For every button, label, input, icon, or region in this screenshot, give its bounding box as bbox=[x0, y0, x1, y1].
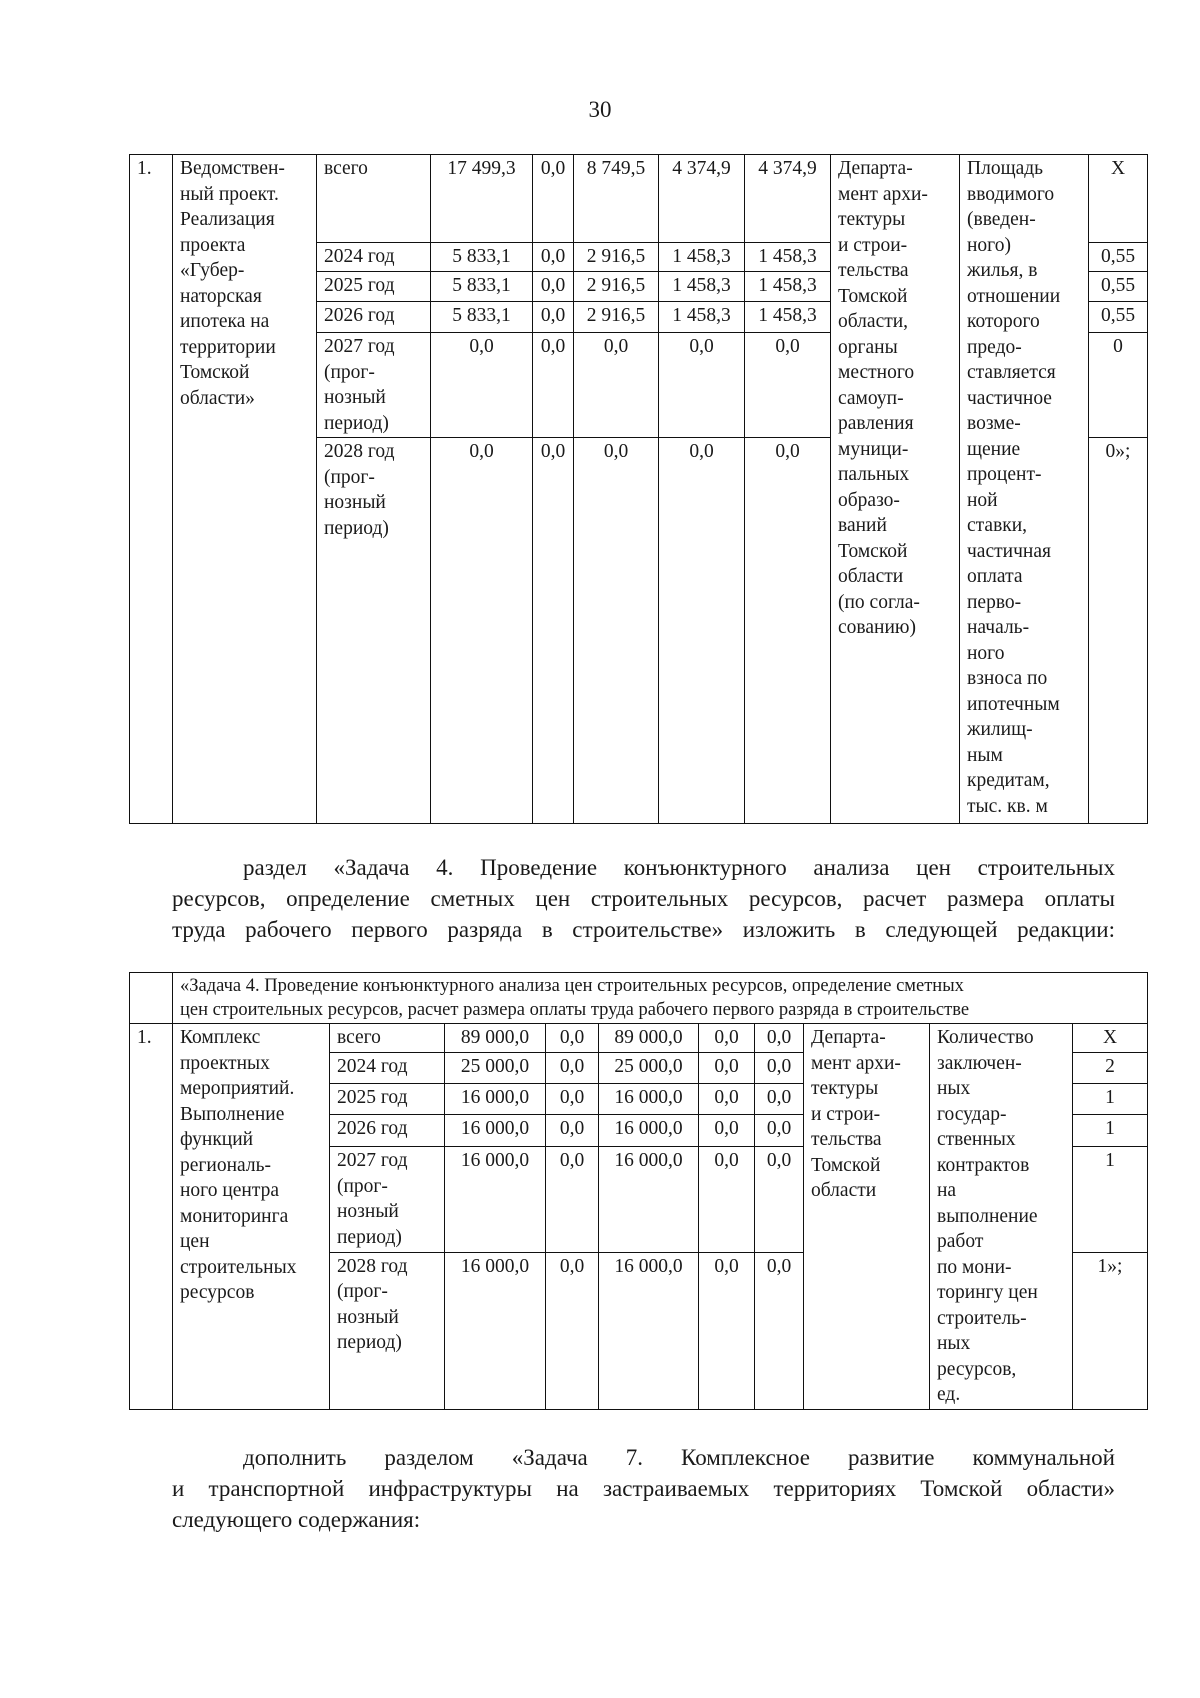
value-total: 17 499,3 bbox=[431, 155, 533, 243]
cell-line: области bbox=[811, 1180, 877, 1201]
indicator-value: 0,55 bbox=[1089, 302, 1148, 333]
task-header bbox=[173, 973, 1148, 1024]
value-federal: 0,0 bbox=[533, 272, 574, 302]
cell-line: (прог- bbox=[337, 1175, 388, 1197]
value-regional: 89 000,0 bbox=[599, 1024, 699, 1053]
cell-line: 2024 год bbox=[324, 246, 395, 267]
cell-line: ресурсов, bbox=[937, 1358, 1017, 1380]
cell-line: которого bbox=[967, 311, 1040, 332]
cell-line: 2025 год bbox=[337, 1087, 408, 1109]
cell-line: ным bbox=[967, 744, 1003, 766]
cell-line: (прог- bbox=[324, 361, 375, 383]
executor bbox=[804, 1024, 930, 1410]
cell-line: Ведомствен- bbox=[180, 158, 285, 179]
cell-line: перво- bbox=[967, 591, 1022, 613]
indicator-value: 0 bbox=[1089, 333, 1148, 438]
empty-cell bbox=[130, 973, 173, 1024]
project-name bbox=[173, 1024, 330, 1410]
indicator-value: 0»; bbox=[1089, 438, 1148, 824]
table-row bbox=[130, 155, 1148, 243]
cell-line: на bbox=[937, 1180, 957, 1201]
cell-line: торингу цен bbox=[937, 1282, 1038, 1303]
value-local: 1 458,3 bbox=[659, 302, 745, 333]
cell-line: Количество bbox=[937, 1027, 1034, 1048]
value-federal: 0,0 bbox=[546, 1084, 599, 1115]
cell-line: период) bbox=[337, 1332, 402, 1354]
cell-line: началь- bbox=[967, 617, 1030, 638]
cell-line: 2025 год bbox=[324, 275, 395, 296]
cell-line: мент архи- bbox=[811, 1052, 901, 1074]
cell-line: жилья, в bbox=[967, 260, 1038, 281]
cell-line: кредитам, bbox=[967, 770, 1050, 791]
value-total: 0,0 bbox=[431, 333, 533, 438]
cell-line: строительных bbox=[180, 1256, 297, 1278]
value-federal: 0,0 bbox=[533, 243, 574, 272]
value-other: 0,0 bbox=[755, 1147, 804, 1252]
paragraph-line: и транспортной инфраструктуры на застраиваемых территориях Томской области» bbox=[172, 1476, 1115, 1501]
value-federal: 0,0 bbox=[533, 438, 574, 824]
value-federal: 0,0 bbox=[546, 1115, 599, 1147]
cell-line: пальных bbox=[838, 464, 910, 485]
value-regional: 16 000,0 bbox=[599, 1084, 699, 1115]
cell-line: проектных bbox=[180, 1052, 270, 1074]
cell-line: тектуры bbox=[811, 1078, 879, 1099]
cell-line: нозный bbox=[324, 387, 386, 408]
cell-line: частичное bbox=[967, 387, 1052, 409]
cell-line: ед. bbox=[937, 1384, 961, 1405]
cell-line: ставляется bbox=[967, 362, 1056, 383]
period-label bbox=[330, 1115, 445, 1147]
value-regional: 2 916,5 bbox=[574, 243, 659, 272]
cell-line: предо- bbox=[967, 336, 1022, 358]
period-label bbox=[330, 1147, 445, 1252]
cell-line: жилищ- bbox=[967, 719, 1033, 740]
paragraph-line: раздел «Задача 4. Проведение конъюнктурного анализа цен строительных bbox=[243, 855, 1115, 880]
cell-line: Выполнение bbox=[180, 1103, 285, 1125]
cell-line: «Губер- bbox=[180, 260, 245, 281]
project-name bbox=[173, 155, 317, 824]
cell-line: ипотечным bbox=[967, 693, 1060, 715]
cell-line: всего bbox=[337, 1027, 381, 1048]
value-total: 16 000,0 bbox=[445, 1115, 546, 1147]
value-federal: 0,0 bbox=[546, 1252, 599, 1409]
cell-line: процент- bbox=[967, 464, 1042, 485]
cell-line: 2027 год bbox=[324, 336, 395, 357]
value-federal: 0,0 bbox=[533, 155, 574, 243]
value-other: 1 458,3 bbox=[745, 302, 831, 333]
period-label bbox=[317, 155, 431, 243]
cell-line: Комплекс bbox=[180, 1027, 261, 1048]
value-local: 0,0 bbox=[699, 1084, 755, 1115]
row-number: 1. bbox=[130, 1024, 173, 1410]
value-local: 1 458,3 bbox=[659, 272, 745, 302]
cell-line: и строи- bbox=[838, 234, 908, 256]
cell-line: мент архи- bbox=[838, 183, 928, 205]
cell-line: местного bbox=[838, 362, 915, 383]
cell-line: Департа- bbox=[811, 1027, 886, 1048]
indicator-value: 0,55 bbox=[1089, 243, 1148, 272]
cell-line: 2028 год bbox=[324, 441, 395, 462]
value-total: 0,0 bbox=[431, 438, 533, 824]
cell-line: тельства bbox=[811, 1129, 882, 1150]
paragraph-line: следующего содержания: bbox=[172, 1507, 421, 1532]
period-label bbox=[330, 1053, 445, 1084]
cell-line: нозный bbox=[337, 1201, 399, 1223]
cell-line: нозный bbox=[324, 492, 386, 513]
table-task-4 bbox=[129, 972, 1148, 1410]
cell-line: Департа- bbox=[838, 158, 913, 179]
indicator-value: 2 bbox=[1073, 1053, 1148, 1084]
cell-line: региональ- bbox=[180, 1154, 271, 1176]
cell-line: ипотека на bbox=[180, 311, 270, 332]
cell-line: по мони- bbox=[937, 1256, 1012, 1278]
value-total: 25 000,0 bbox=[445, 1053, 546, 1084]
cell-line: ных bbox=[937, 1333, 971, 1354]
cell-line: ресурсов bbox=[180, 1282, 255, 1303]
value-local: 1 458,3 bbox=[659, 243, 745, 272]
value-other: 0,0 bbox=[755, 1115, 804, 1147]
value-total: 89 000,0 bbox=[445, 1024, 546, 1053]
value-other: 1 458,3 bbox=[745, 243, 831, 272]
cell-line: и строи- bbox=[811, 1103, 881, 1125]
cell-line: Площадь bbox=[967, 158, 1044, 179]
period-label bbox=[317, 333, 431, 438]
cell-line: взноса по bbox=[967, 668, 1048, 689]
period-label bbox=[317, 243, 431, 272]
cell-line: цен bbox=[180, 1231, 210, 1252]
cell-line: муници- bbox=[838, 438, 909, 460]
value-regional: 0,0 bbox=[574, 333, 659, 438]
indicator-value: Х bbox=[1073, 1024, 1148, 1053]
cell-line: период) bbox=[324, 517, 389, 539]
cell-line: (прог- bbox=[324, 466, 375, 488]
cell-line: возме- bbox=[967, 413, 1021, 434]
period-label bbox=[317, 302, 431, 333]
period-label bbox=[317, 438, 431, 824]
value-regional: 16 000,0 bbox=[599, 1252, 699, 1409]
cell-line: тектуры bbox=[838, 209, 906, 230]
value-total: 5 833,1 bbox=[431, 243, 533, 272]
cell-line: всего bbox=[324, 158, 368, 179]
cell-line: (введен- bbox=[967, 209, 1036, 230]
paragraph-line: ресурсов, определение сметных цен строительных ресурсов, расчет размера оплаты bbox=[172, 886, 1115, 911]
cell-line: цен строительных ресурсов, расчет размера оплаты труда рабочего первого разряда в строительстве bbox=[180, 1000, 970, 1020]
cell-line: ного) bbox=[967, 234, 1011, 256]
table-gubernatorskaya-ipoteka bbox=[129, 154, 1148, 824]
task-header-row bbox=[130, 973, 1148, 1024]
value-local: 0,0 bbox=[699, 1053, 755, 1084]
cell-line: период) bbox=[324, 412, 389, 434]
value-other: 0,0 bbox=[755, 1084, 804, 1115]
cell-line: мониторинга bbox=[180, 1205, 289, 1227]
value-local: 0,0 bbox=[659, 333, 745, 438]
cell-line: Томской bbox=[838, 285, 908, 307]
value-federal: 0,0 bbox=[533, 302, 574, 333]
cell-line: контрактов bbox=[937, 1154, 1030, 1176]
value-other: 1 458,3 bbox=[745, 272, 831, 302]
period-label bbox=[330, 1084, 445, 1115]
cell-line: (прог- bbox=[337, 1281, 388, 1303]
value-regional: 16 000,0 bbox=[599, 1115, 699, 1147]
cell-line: ваний bbox=[838, 515, 887, 536]
value-total: 5 833,1 bbox=[431, 272, 533, 302]
paragraph-section-4 bbox=[172, 852, 1115, 945]
cell-line: Томской bbox=[180, 362, 250, 383]
indicator-value: Х bbox=[1089, 155, 1148, 243]
cell-line: органы bbox=[838, 336, 898, 358]
cell-line: наторская bbox=[180, 285, 262, 307]
cell-line: функций bbox=[180, 1129, 254, 1150]
cell-line: 2026 год bbox=[337, 1118, 408, 1140]
indicator-value: 1 bbox=[1073, 1084, 1148, 1115]
paragraph-section-7 bbox=[172, 1442, 1115, 1535]
indicator-name bbox=[930, 1024, 1073, 1410]
value-other: 0,0 bbox=[745, 438, 831, 824]
cell-line: отношении bbox=[967, 285, 1061, 307]
cell-line: 2026 год bbox=[324, 305, 395, 326]
cell-line: тельства bbox=[838, 260, 909, 281]
cell-line: период) bbox=[337, 1226, 402, 1248]
period-label bbox=[330, 1252, 445, 1409]
cell-line: Реализация bbox=[180, 209, 275, 230]
period-label bbox=[317, 272, 431, 302]
cell-line: Томской bbox=[838, 540, 908, 562]
value-local: 0,0 bbox=[699, 1024, 755, 1053]
value-total: 16 000,0 bbox=[445, 1252, 546, 1409]
cell-line: частичная bbox=[967, 540, 1051, 562]
value-other: 0,0 bbox=[755, 1252, 804, 1409]
cell-line: тыс. кв. м bbox=[967, 795, 1048, 817]
paragraph-line: дополнить разделом «Задача 7. Комплексное развитие коммунальной bbox=[243, 1445, 1115, 1470]
cell-line: «Задача 4. Проведение конъюнктурного анализа цен строительных ресурсов, определение сметных bbox=[180, 976, 964, 996]
value-other: 0,0 bbox=[755, 1053, 804, 1084]
cell-line: строитель- bbox=[937, 1307, 1027, 1329]
indicator-value: 1 bbox=[1073, 1147, 1148, 1252]
value-local: 4 374,9 bbox=[659, 155, 745, 243]
value-total: 16 000,0 bbox=[445, 1147, 546, 1252]
cell-line: вводимого bbox=[967, 183, 1055, 205]
cell-line: образо- bbox=[838, 489, 900, 511]
value-regional: 8 749,5 bbox=[574, 155, 659, 243]
cell-line: 2024 год bbox=[337, 1056, 408, 1078]
cell-line: самоуп- bbox=[838, 387, 904, 409]
indicator-value: 1»; bbox=[1073, 1252, 1148, 1409]
cell-line: заключен- bbox=[937, 1052, 1022, 1074]
cell-line: Томской bbox=[811, 1154, 881, 1176]
value-regional: 0,0 bbox=[574, 438, 659, 824]
cell-line: территории bbox=[180, 336, 276, 358]
executor bbox=[831, 155, 960, 824]
indicator-name bbox=[960, 155, 1089, 824]
cell-line: ставки, bbox=[967, 515, 1028, 536]
cell-line: 2027 год bbox=[337, 1150, 408, 1172]
value-regional: 2 916,5 bbox=[574, 272, 659, 302]
period-label bbox=[330, 1024, 445, 1053]
cell-line: ственных bbox=[937, 1129, 1016, 1150]
cell-line: работ bbox=[937, 1231, 984, 1252]
page-number: 30 bbox=[588, 97, 612, 122]
value-other: 4 374,9 bbox=[745, 155, 831, 243]
value-federal: 0,0 bbox=[546, 1053, 599, 1084]
cell-line: выполнение bbox=[937, 1205, 1038, 1227]
cell-line: области bbox=[838, 566, 904, 587]
row-number: 1. bbox=[130, 155, 173, 824]
cell-line: ных bbox=[937, 1078, 971, 1099]
indicator-value: 1 bbox=[1073, 1115, 1148, 1147]
cell-line: сованию) bbox=[838, 617, 916, 638]
value-local: 0,0 bbox=[699, 1252, 755, 1409]
cell-line: ного bbox=[967, 642, 1005, 664]
cell-line: 2028 год bbox=[337, 1255, 408, 1277]
cell-line: проекта bbox=[180, 234, 246, 256]
cell-line: области» bbox=[180, 387, 255, 409]
cell-line: оплата bbox=[967, 566, 1023, 587]
value-local: 0,0 bbox=[659, 438, 745, 824]
value-other: 0,0 bbox=[745, 333, 831, 438]
value-federal: 0,0 bbox=[546, 1147, 599, 1252]
cell-line: мероприятий. bbox=[180, 1078, 295, 1099]
value-regional: 25 000,0 bbox=[599, 1053, 699, 1084]
indicator-value: 0,55 bbox=[1089, 272, 1148, 302]
value-regional: 16 000,0 bbox=[599, 1147, 699, 1252]
value-other: 0,0 bbox=[755, 1024, 804, 1053]
value-federal: 0,0 bbox=[546, 1024, 599, 1053]
cell-line: ной bbox=[967, 489, 998, 511]
cell-line: государ- bbox=[937, 1103, 1007, 1125]
paragraph-line: труда рабочего первого разряда в строительстве» изложить в следующей редакции: bbox=[172, 917, 1115, 942]
table-row bbox=[130, 1024, 1148, 1053]
cell-line: нозный bbox=[337, 1306, 399, 1328]
value-total: 5 833,1 bbox=[431, 302, 533, 333]
value-local: 0,0 bbox=[699, 1147, 755, 1252]
cell-line: щение bbox=[967, 438, 1021, 460]
cell-line: (по согла- bbox=[838, 591, 920, 613]
value-total: 16 000,0 bbox=[445, 1084, 546, 1115]
cell-line: ного центра bbox=[180, 1180, 280, 1201]
cell-line: ный проект. bbox=[180, 183, 279, 205]
cell-line: равления bbox=[838, 413, 914, 434]
value-federal: 0,0 bbox=[533, 333, 574, 438]
cell-line: области, bbox=[838, 311, 909, 332]
value-local: 0,0 bbox=[699, 1115, 755, 1147]
value-regional: 2 916,5 bbox=[574, 302, 659, 333]
